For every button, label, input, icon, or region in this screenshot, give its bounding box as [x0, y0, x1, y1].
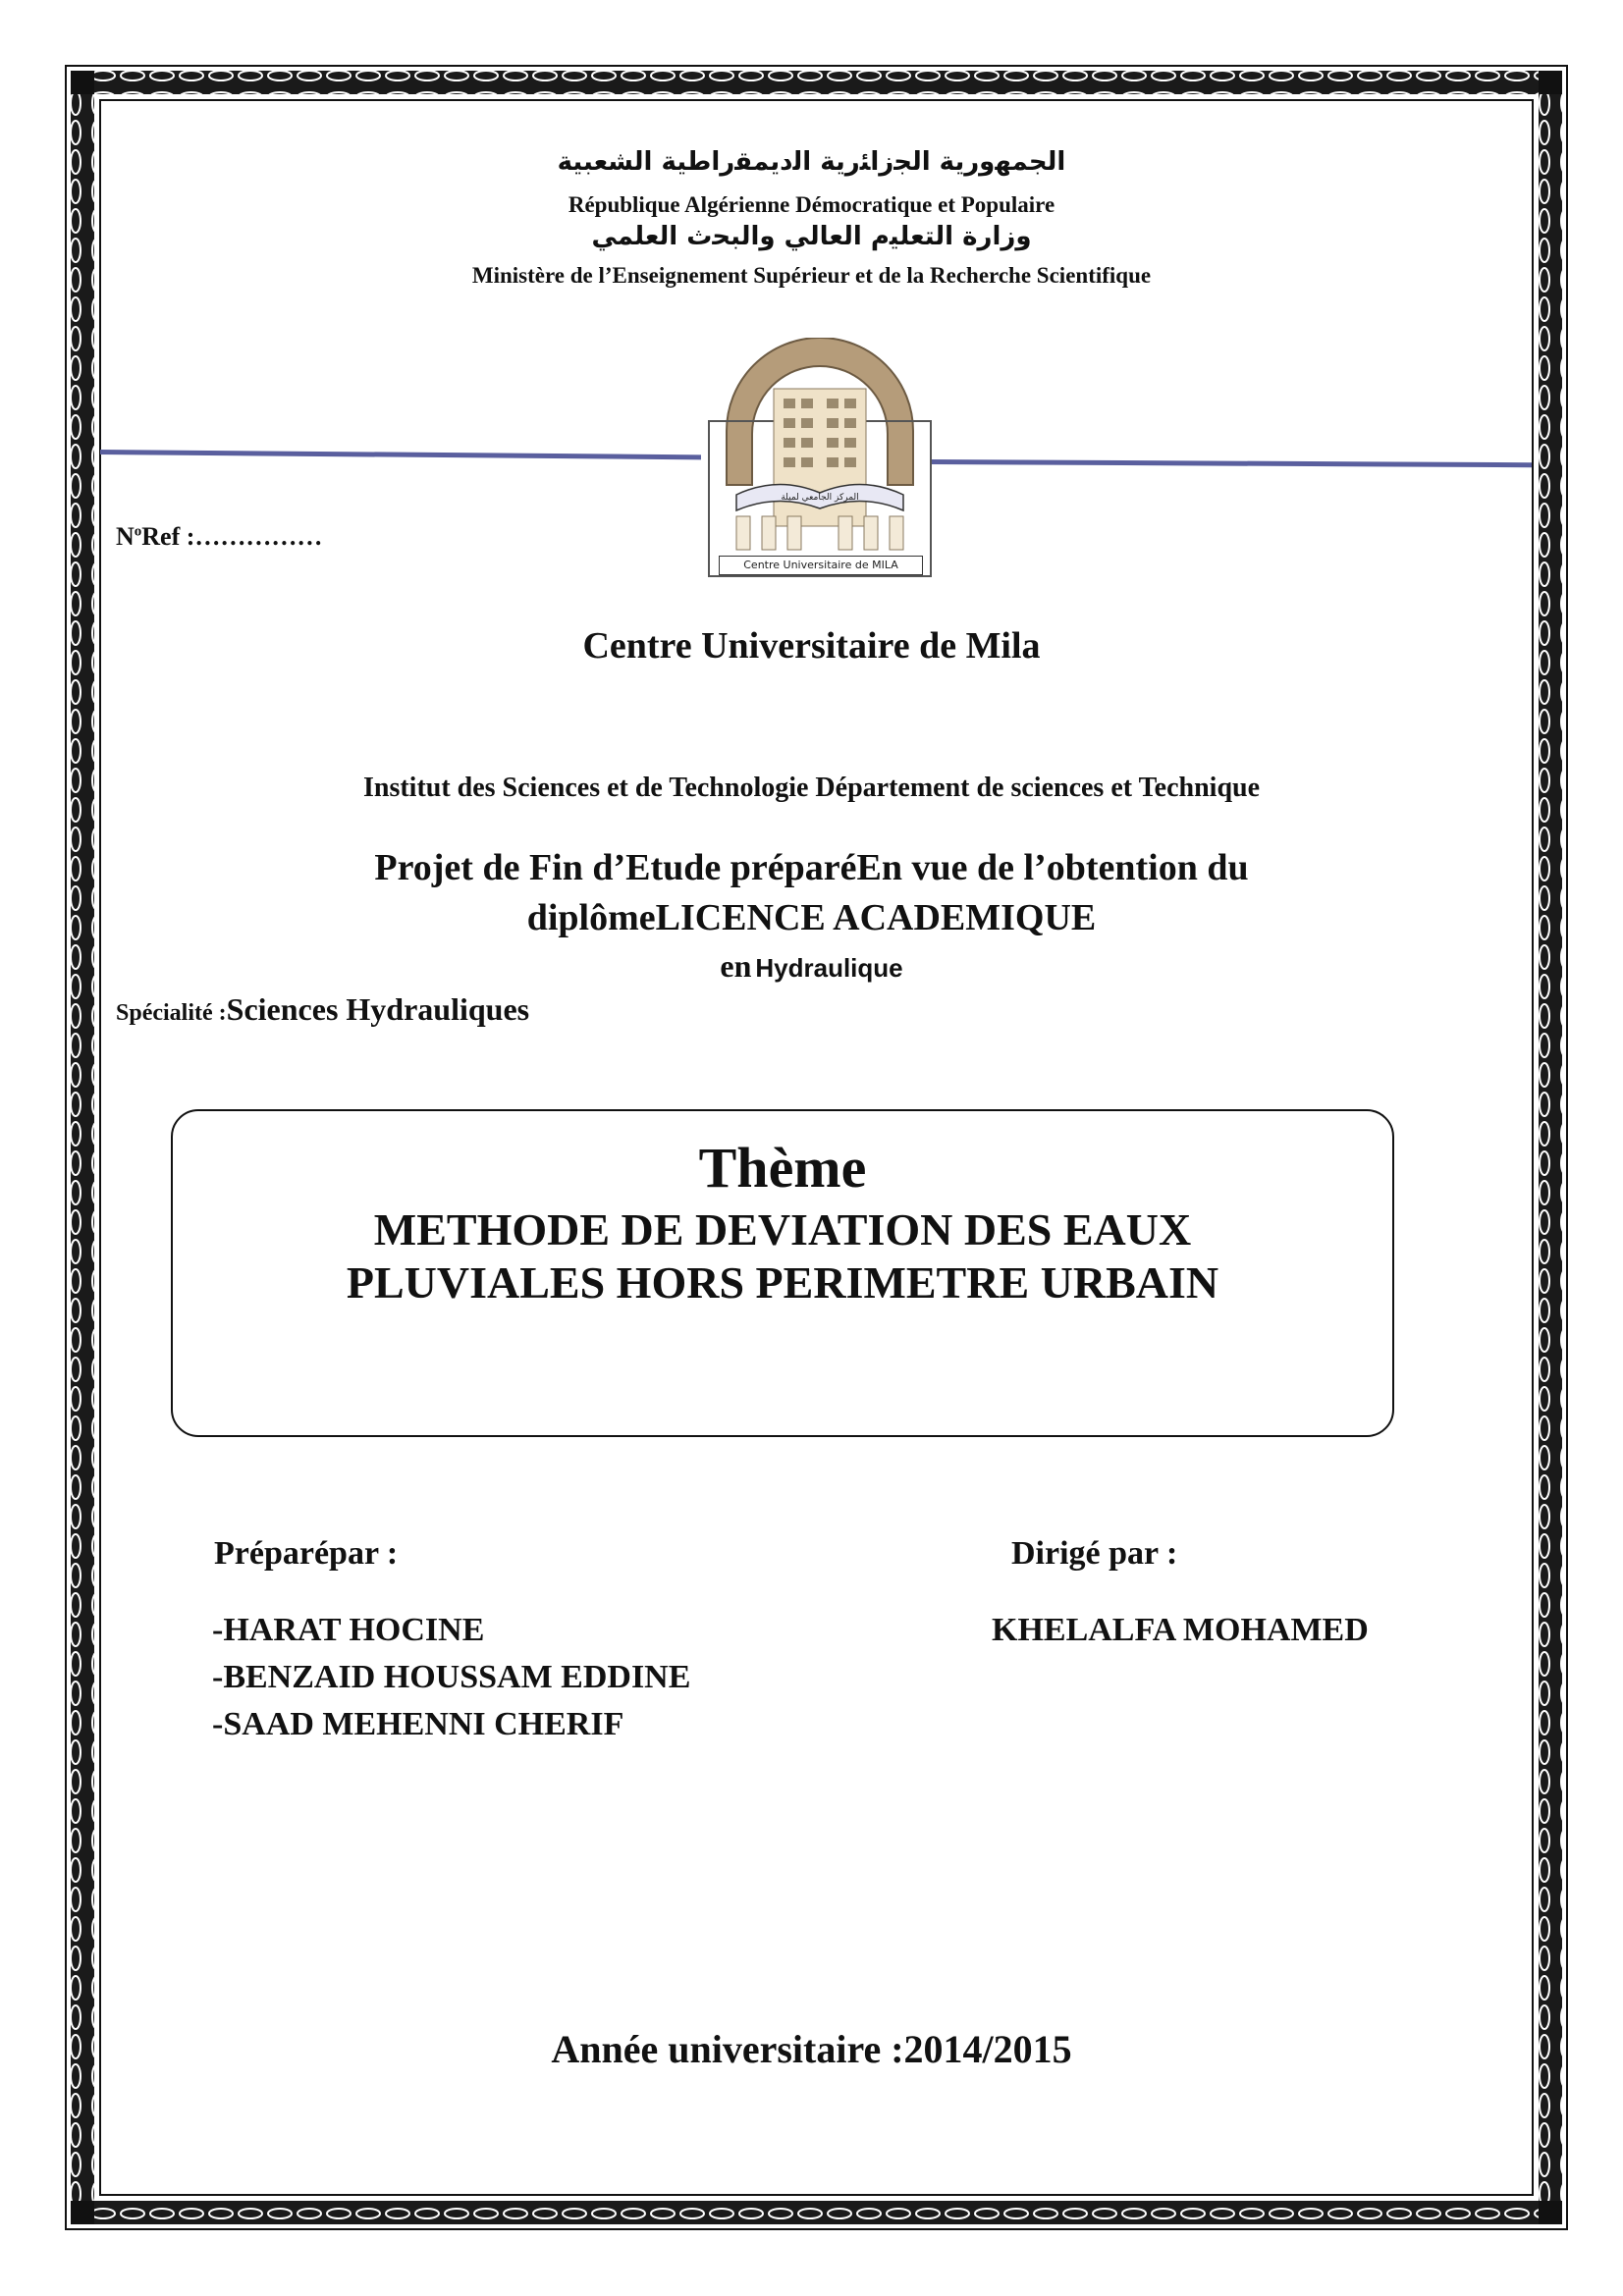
arabic-title-line-1: ﺍﻟﺠﻤﻬﻭﺭﻳﺔ ﺍﻟﺠﺯﺍﺌﺭﻳﺔ ﺍﻟﺩﻳﻤﻘﺭﺍﻃﻴﺔ ﺍﻟﺸﻌﺒﻴﺔ [557, 147, 1066, 177]
speciality-line [116, 991, 529, 1028]
reference-number [116, 522, 322, 552]
project-en-label: en [720, 948, 752, 984]
republic-title: République Algérienne Démocratique et Populaire [568, 192, 1055, 217]
ref-superscript: o [134, 523, 142, 540]
ref-label: N [116, 522, 135, 551]
theme-subject-line-2: PLUVIALES HORS PERIMETRE URBAIN [346, 1257, 1219, 1308]
arabic-title-line-2: ﻭﺯﺍﺭﺓ ﺍﻟﺘﻌﻠﻴﻡ ﺍﻟﻌﺎﻟﻲ ﻭﺍﻟﺒﺤﺙ ﺍﻟﻌﻠﻤﻲ [591, 222, 1032, 251]
logo-graphic [707, 338, 933, 578]
logo-caption: Centre Universitaire de MILA [719, 556, 923, 575]
ministry-title: Ministère de l’Enseignement Supérieur et de la Recherche Scientifique [471, 263, 1152, 288]
theme-subject-line-1: METHODE DE DEVIATION DES EAUX [373, 1204, 1192, 1255]
student-name: -BENZAID HOUSSAM EDDINE [212, 1659, 691, 1695]
directed-by-label: Dirigé par : [1011, 1535, 1178, 1572]
supervisor-name: KHELALFA MOHAMED [992, 1612, 1369, 1648]
university-name: Centre Universitaire de Mila [582, 625, 1041, 667]
prepared-by-label: Préparépar : [214, 1535, 399, 1572]
student-name: -SAAD MEHENNI CHERIF [212, 1706, 624, 1742]
logo-arabic-banner: المركز الجامعي لميلة [781, 493, 859, 503]
institute-line: Institut des Sciences et de Technologie Département de sciences et Technique [362, 773, 1261, 803]
student-name: -HARAT HOCINE [212, 1612, 485, 1648]
speciality-value: Sciences Hydrauliques [226, 991, 530, 1027]
speciality-label: Spécialité : [116, 1000, 227, 1026]
academic-year: Année universitaire :2014/2015 [551, 2027, 1072, 2071]
theme-title: Thème [698, 1136, 867, 1200]
university-logo [707, 338, 933, 578]
project-en-value: Hydraulique [755, 953, 903, 983]
ref-rest: Ref :…………… [141, 522, 323, 551]
project-line-3 [0, 948, 1623, 985]
project-line-1: Projet de Fin d’Etude préparéEn vue de l’obtention du [374, 847, 1249, 888]
project-line-2: diplômeLICENCE ACADEMIQUE [526, 897, 1097, 938]
